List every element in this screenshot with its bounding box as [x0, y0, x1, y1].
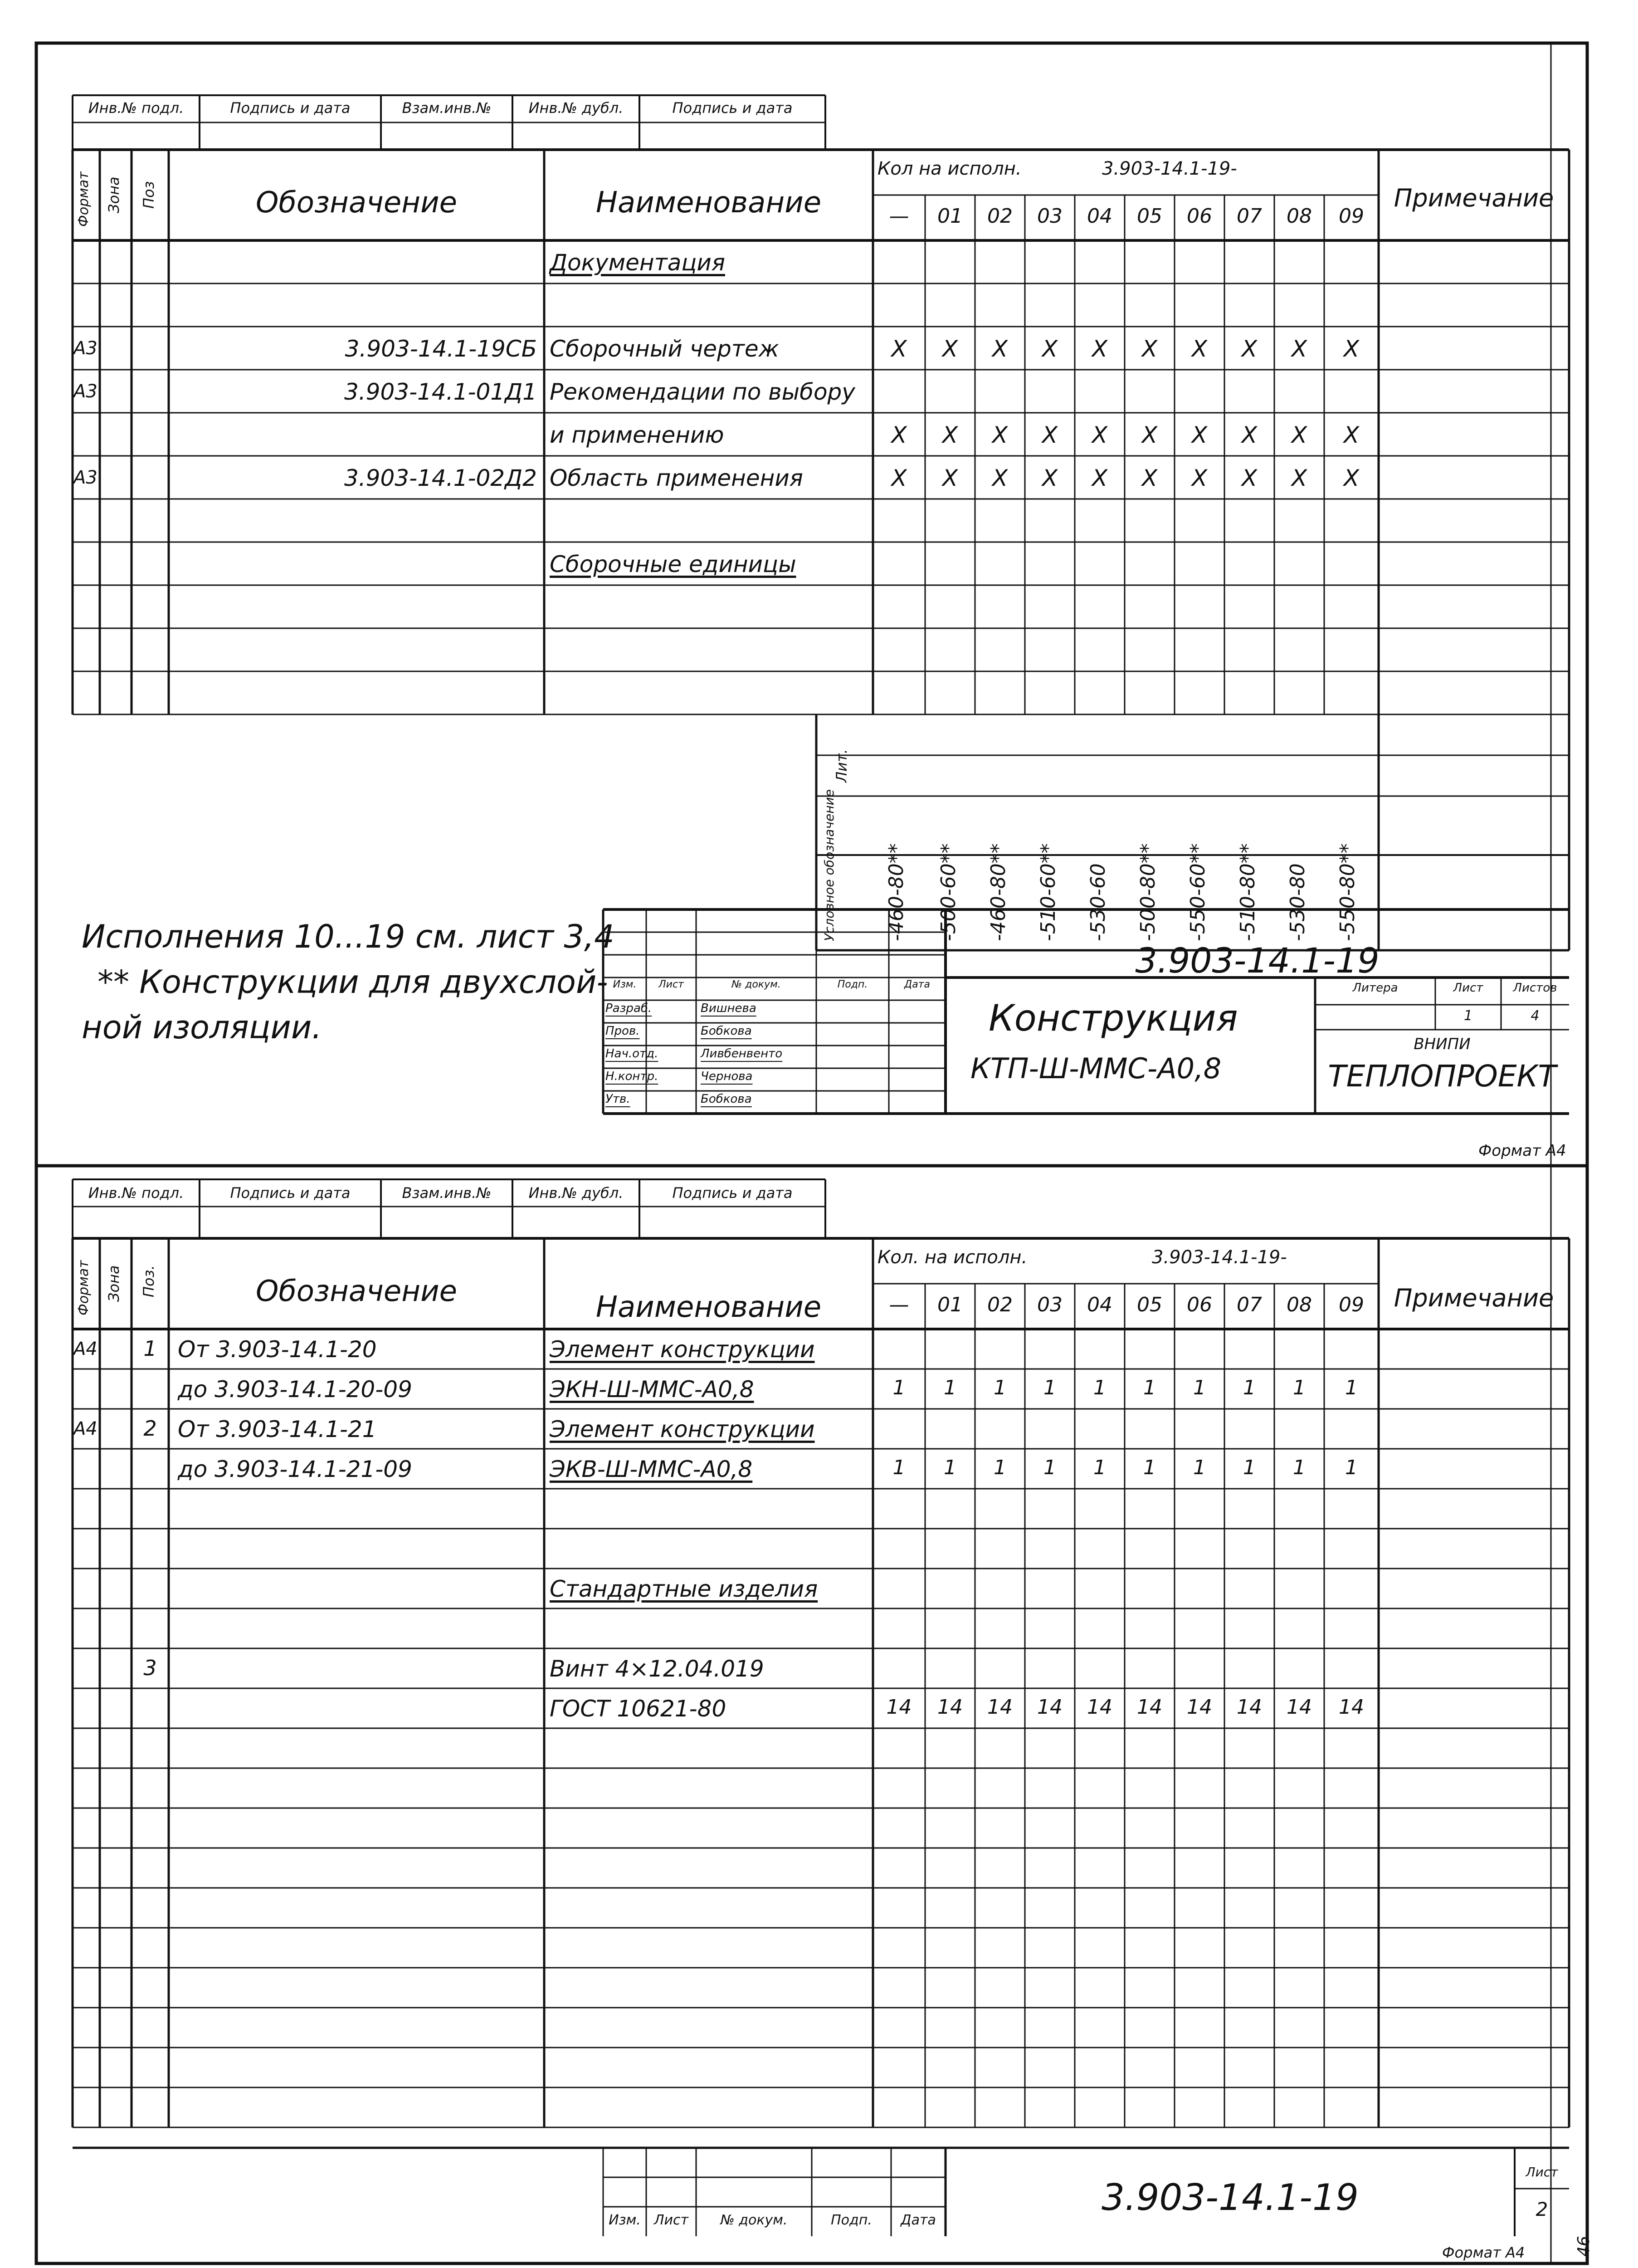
row-qty: 14 [1037, 1696, 1063, 1719]
row-mark: X [1141, 465, 1158, 491]
row-qty: 14 [1087, 1696, 1112, 1719]
row-qty: 14 [987, 1696, 1013, 1719]
stamp-role: Утв. [605, 1092, 630, 1106]
row-qty: 14 [1137, 1696, 1162, 1719]
stamp-header: № докум. [720, 2212, 788, 2228]
row-name: Винт 4×12.04.019 [550, 1656, 764, 1682]
variant-header: 02 [987, 205, 1013, 228]
row-qty: 14 [1187, 1696, 1212, 1719]
stamp-header: Изм. [613, 979, 637, 990]
row-qty: 1 [1345, 1376, 1358, 1399]
row-name: ГОСТ 10621-80 [550, 1696, 726, 1722]
stamp-name: Чернова [701, 1070, 753, 1083]
variant-header: 03 [1037, 205, 1063, 228]
stamp-header: Лист [658, 979, 684, 990]
row-mark: X [1241, 422, 1258, 448]
approval-header-cell: Взам.инв.№ [402, 1184, 492, 1202]
conditional-designation: -530-80 [1286, 863, 1309, 941]
row-position: 1 [143, 1336, 157, 1361]
stamp-doc-number: 3.903-14.1-19 [1102, 2176, 1359, 2219]
row-qty: 1 [944, 1376, 956, 1399]
variant-header: 02 [987, 1293, 1013, 1316]
row-mark: X [1241, 465, 1258, 491]
page-number: 46 [1575, 2236, 1593, 2257]
row-format: А3 [73, 467, 98, 488]
variant-header: 08 [1287, 1293, 1312, 1316]
row-qty: 1 [1243, 1456, 1256, 1479]
row-name: Элемент конструкции [550, 1416, 815, 1442]
conditional-designation: -550-60** [1186, 843, 1209, 941]
row-mark: X [1092, 465, 1108, 491]
variant-header: 06 [1187, 1293, 1212, 1316]
row-mark: X [1191, 336, 1208, 362]
col-zone-label: Зона [105, 1265, 122, 1302]
col-designation-label: Обозначение [255, 186, 458, 220]
stamp-role: Н.контр. [605, 1070, 658, 1083]
stamp-header: Дата [901, 2212, 936, 2228]
row-qty: 1 [1243, 1376, 1256, 1399]
col-pos-label: Поз. [140, 1265, 157, 1297]
col-format-label: Формат [76, 1260, 92, 1315]
col-pos-label: Поз [140, 181, 157, 209]
row-format: А4 [73, 1418, 98, 1439]
row-mark: X [891, 422, 907, 448]
litera-label: Литера [1352, 981, 1398, 995]
variant-header: 03 [1037, 1293, 1063, 1316]
stamp-header: Изм. [609, 2212, 641, 2228]
row-qty: 1 [1193, 1376, 1206, 1399]
qty-group-label: Кол. на исполн. [878, 1247, 1028, 1268]
row-name: ЭКВ-Ш-ММС-А0,8 [550, 1456, 753, 1482]
variant-header: — [889, 1293, 909, 1316]
approval-header-cell: Подпись и дата [230, 1184, 351, 1202]
stamp-doc-number: 3.903-14.1-19 [1135, 940, 1380, 981]
approval-header-cell: Взам.инв.№ [402, 99, 492, 117]
conditional-designation: -500-80** [1136, 843, 1160, 941]
row-qty: 14 [1237, 1696, 1262, 1719]
row-designation: 3.903-14.1-02Д2 [344, 465, 537, 491]
row-mark: X [1291, 465, 1307, 491]
approval-header-cell: Инв.№ подл. [88, 1184, 184, 1202]
variant-header: 01 [937, 1293, 963, 1316]
stamp-header: Подп. [831, 2212, 872, 2228]
variant-header: 04 [1087, 1293, 1112, 1316]
approval-header-cell: Инв.№ дубл. [528, 99, 624, 117]
row-mark: X [1241, 336, 1258, 362]
row-mark: X [891, 465, 907, 491]
approval-header-cell: Инв.№ подл. [88, 99, 184, 117]
variant-header: 05 [1137, 205, 1162, 228]
row-qty: 1 [892, 1376, 906, 1399]
org-name: ВНИПИ [1414, 1035, 1471, 1053]
row-mark: X [1141, 422, 1158, 448]
row-name: Область применения [550, 465, 803, 491]
row-mark: X [992, 465, 1008, 491]
conditional-label: Условное обозначение [822, 789, 837, 941]
row-designation: до 3.903-14.1-20-09 [178, 1376, 412, 1403]
approval-header-cell: Инв.№ дубл. [528, 1184, 624, 1202]
row-qty: 1 [994, 1376, 1006, 1399]
sheet-label: Лист [1526, 2165, 1558, 2180]
sheets-label: Листов [1513, 981, 1557, 995]
stamp-name: Бобкова [701, 1092, 752, 1106]
stamp-role: Пров. [605, 1024, 640, 1038]
row-qty: 1 [1043, 1376, 1056, 1399]
qty-doc-label: 3.903-14.1-19- [1152, 1247, 1287, 1268]
row-mark: X [891, 336, 907, 362]
note-line: Исполнения 10...19 см. лист 3,4 [82, 918, 614, 955]
variant-header: — [889, 205, 909, 228]
variant-header: 05 [1137, 1293, 1162, 1316]
row-mark: X [1343, 336, 1360, 362]
row-designation: 3.903-14.1-19СБ [345, 336, 537, 362]
col-note-label: Примечание [1394, 184, 1554, 212]
row-designation: От 3.903-14.1-20 [178, 1336, 377, 1363]
row-qty: 14 [1287, 1696, 1312, 1719]
row-qty: 1 [892, 1456, 906, 1479]
row-mark: X [1291, 422, 1307, 448]
row-mark: X [1092, 422, 1108, 448]
row-qty: 1 [1293, 1456, 1306, 1479]
stamp-title: Конструкция [989, 997, 1238, 1039]
row-mark: X [1343, 422, 1360, 448]
row-qty: 1 [1193, 1456, 1206, 1479]
stamp-header: № докум. [731, 979, 781, 990]
col-name-label: Наименование [595, 1290, 822, 1324]
stamp-name: Ливбенвенто [701, 1047, 783, 1061]
row-format: А4 [73, 1339, 98, 1359]
variant-header: 07 [1237, 1293, 1262, 1316]
row-position: 3 [143, 1656, 157, 1680]
row-qty: 1 [1345, 1456, 1358, 1479]
row-qty: 1 [1043, 1456, 1056, 1479]
row-designation: От 3.903-14.1-21 [178, 1416, 377, 1442]
row-mark: X [1042, 465, 1058, 491]
row-qty: 1 [994, 1456, 1006, 1479]
row-designation: до 3.903-14.1-21-09 [178, 1456, 412, 1482]
row-qty: 1 [1293, 1376, 1306, 1399]
row-name: Сборочные единицы [550, 551, 796, 577]
format-label: Формат А4 [1442, 2244, 1525, 2261]
conditional-designation: -510-60** [1037, 843, 1060, 941]
conditional-designation: -500-60** [937, 843, 960, 941]
row-format: А3 [73, 381, 98, 402]
row-mark: X [1191, 465, 1208, 491]
row-position: 2 [143, 1416, 157, 1441]
col-designation-label: Обозначение [255, 1275, 458, 1308]
row-format: А3 [73, 338, 98, 359]
row-mark: X [1343, 465, 1360, 491]
row-mark: X [1141, 336, 1158, 362]
row-name: и применению [550, 422, 724, 448]
row-mark: X [992, 422, 1008, 448]
variant-header: 01 [937, 205, 963, 228]
stamp-header: Лист [653, 2212, 689, 2228]
note-line: ** Конструкции для двухслой- [98, 963, 608, 1001]
stamp-name: Бобкова [701, 1024, 752, 1038]
row-designation: 3.903-14.1-01Д1 [344, 379, 537, 405]
conditional-designation: -530-60 [1087, 863, 1110, 941]
variant-header: 04 [1087, 205, 1112, 228]
col-zone-label: Зона [105, 176, 122, 213]
sheet-number: 1 [1463, 1008, 1473, 1024]
variant-header: 09 [1339, 205, 1364, 228]
row-qty: 1 [944, 1456, 956, 1479]
conditional-designation: -510-80** [1236, 843, 1259, 941]
qty-group-label: Кол на исполн. [878, 158, 1022, 179]
row-mark: X [992, 336, 1008, 362]
variant-header: 07 [1237, 205, 1262, 228]
row-mark: X [1191, 422, 1208, 448]
approval-header-cell: Подпись и дата [230, 99, 351, 117]
variant-header: 06 [1187, 205, 1212, 228]
stamp-title-sub: КТП-Ш-ММС-А0,8 [970, 1052, 1222, 1085]
row-qty: 1 [1093, 1456, 1106, 1479]
stamp-header: Подп. [837, 979, 868, 990]
row-qty: 1 [1143, 1376, 1156, 1399]
row-mark: X [1291, 336, 1307, 362]
row-name: Стандартные изделия [550, 1576, 818, 1602]
row-name: ЭКН-Ш-ММС-А0,8 [550, 1376, 754, 1403]
row-mark: X [942, 465, 958, 491]
row-qty: 1 [1143, 1456, 1156, 1479]
approval-header-cell: Подпись и дата [672, 1184, 793, 1202]
row-qty: 1 [1093, 1376, 1106, 1399]
format-label: Формат А4 [1478, 1142, 1566, 1160]
row-name: Рекомендации по выбору [550, 379, 855, 405]
conditional-designation: -550-80** [1336, 843, 1359, 941]
variant-header: 08 [1287, 205, 1312, 228]
stamp-header: Дата [904, 979, 930, 990]
sheet-number: 2 [1536, 2198, 1548, 2220]
col-note-label: Примечание [1394, 1284, 1554, 1312]
row-name: Элемент конструкции [550, 1336, 815, 1363]
col-name-label: Наименование [595, 186, 822, 220]
row-mark: X [1092, 336, 1108, 362]
qty-doc-label: 3.903-14.1-19- [1102, 158, 1237, 179]
stamp-name: Вишнева [701, 1002, 756, 1015]
col-format-label: Формат [76, 171, 92, 227]
row-mark: X [942, 336, 958, 362]
row-name: Документация [550, 249, 725, 276]
row-mark: X [1042, 422, 1058, 448]
stamp-role: Разраб. [605, 1002, 652, 1015]
stamp-role: Нач.отд. [605, 1047, 658, 1061]
variant-header: 09 [1339, 1293, 1364, 1316]
conditional-designation: -460-80** [987, 843, 1010, 941]
approval-header-cell: Подпись и дата [672, 99, 793, 117]
row-name: Сборочный чертеж [550, 336, 779, 362]
sheet-label: Лист [1453, 981, 1483, 995]
row-qty: 14 [886, 1696, 912, 1719]
sheets-total: 4 [1531, 1008, 1540, 1024]
conditional-designation: -460-80** [885, 843, 908, 941]
lit-label: Лит. [833, 749, 850, 782]
row-qty: 14 [1339, 1696, 1364, 1719]
row-mark: X [1042, 336, 1058, 362]
row-mark: X [942, 422, 958, 448]
note-line: ной изоляции. [82, 1009, 322, 1046]
org-name-main: ТЕПЛОПРОЕКТ [1328, 1059, 1556, 1094]
row-qty: 14 [937, 1696, 963, 1719]
